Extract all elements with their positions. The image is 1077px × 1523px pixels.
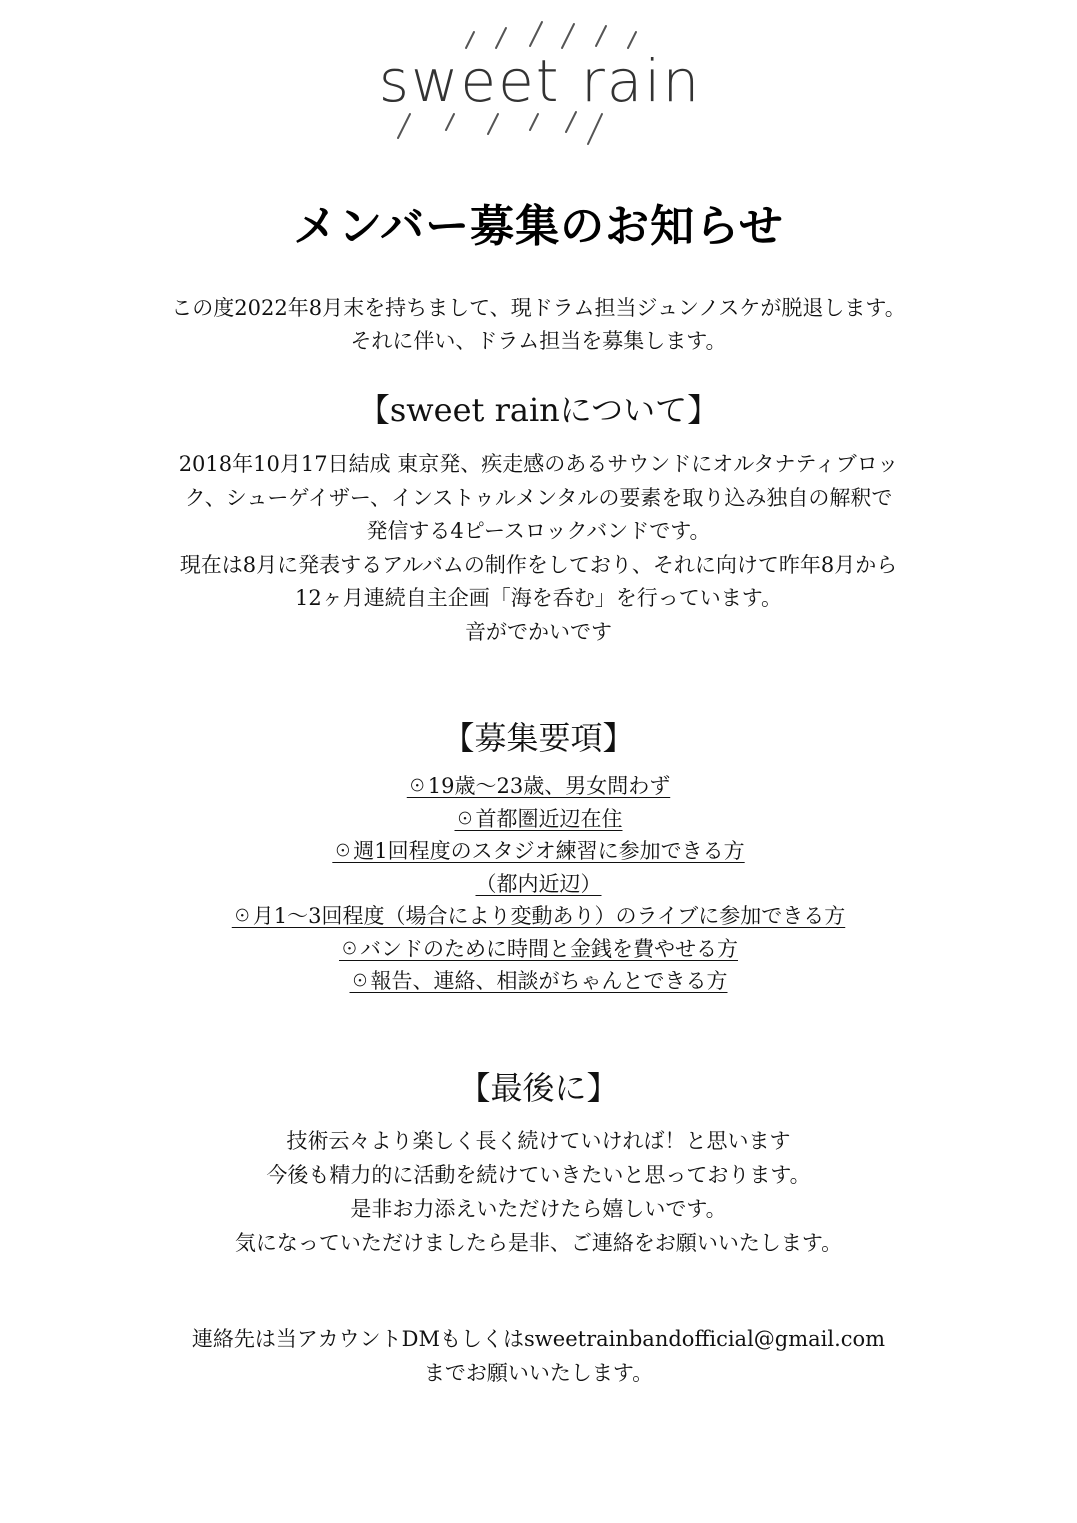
closing-heading: 【最後に】 xyxy=(458,1069,619,1107)
about-line: ク、シューゲイザー、インストゥルメンタルの要素を取り込み独自の解釈で xyxy=(184,485,893,510)
closing-line: 気になっていただけましたら是非、ご連絡をお願いいたします。 xyxy=(234,1231,843,1255)
intro-line: この度2022年8月末を持ちまして、現ドラム担当ジュンノスケが脱退します。 xyxy=(171,296,906,320)
requirement-item: ☉月1〜3回程度（場合により変動あり）のライブに参加できる方 xyxy=(231,904,846,928)
intro-line: それに伴い、ドラム担当を募集します。 xyxy=(350,329,727,353)
band-logo xyxy=(370,10,710,150)
requirements-list xyxy=(0,770,1077,998)
requirement-item: ☉報告、連絡、相談がちゃんとできる方 xyxy=(349,969,728,993)
about-heading: 【sweet rainについて】 xyxy=(357,391,720,429)
about-line: 音がでかいです xyxy=(465,619,612,644)
about-line: 発信する4ピースロックバンドです。 xyxy=(366,519,711,543)
logo-text: sweet rain xyxy=(378,47,702,115)
closing-line: 今後も精力的に活動を続けていきたいと思っております。 xyxy=(266,1163,811,1187)
requirement-item: ☉19歳〜23歳、男女問わず xyxy=(406,774,671,798)
closing-paragraph xyxy=(0,1124,1077,1260)
requirement-item: ☉週1回程度のスタジオ練習に参加できる方 xyxy=(332,839,745,863)
requirement-item: ☉首都圏近辺在住 xyxy=(454,806,623,831)
requirements-heading: 【募集要項】 xyxy=(442,719,635,757)
about-line: 12ヶ月連続自主企画「海を呑む」を行っています。 xyxy=(294,586,783,610)
closing-line: 是非お力添えいただけたら嬉しいです。 xyxy=(350,1197,727,1221)
contact-line: 連絡先は当アカウントDMもしくはsweetrainbandofficial@gmail.com xyxy=(191,1327,886,1351)
about-line: 2018年10月17日結成 東京発、疾走感のあるサウンドにオルタナティブロッ xyxy=(178,452,899,476)
intro-paragraph xyxy=(0,292,1077,358)
requirement-item: （都内近辺） xyxy=(475,871,602,896)
contact-line: までお願いいたします。 xyxy=(423,1361,654,1385)
about-line: 現在は8月に発表するアルバムの制作をしており、それに向けて昨年8月から xyxy=(179,552,898,577)
contact-paragraph xyxy=(0,1322,1077,1390)
page-title: メンバー募集のお知らせ xyxy=(293,201,784,252)
requirement-item: ☉バンドのために時間と金銭を費やせる方 xyxy=(339,936,738,961)
about-paragraph xyxy=(0,448,1077,649)
closing-line: 技術云々より楽しく長く続けていければ！と思います xyxy=(286,1129,791,1153)
